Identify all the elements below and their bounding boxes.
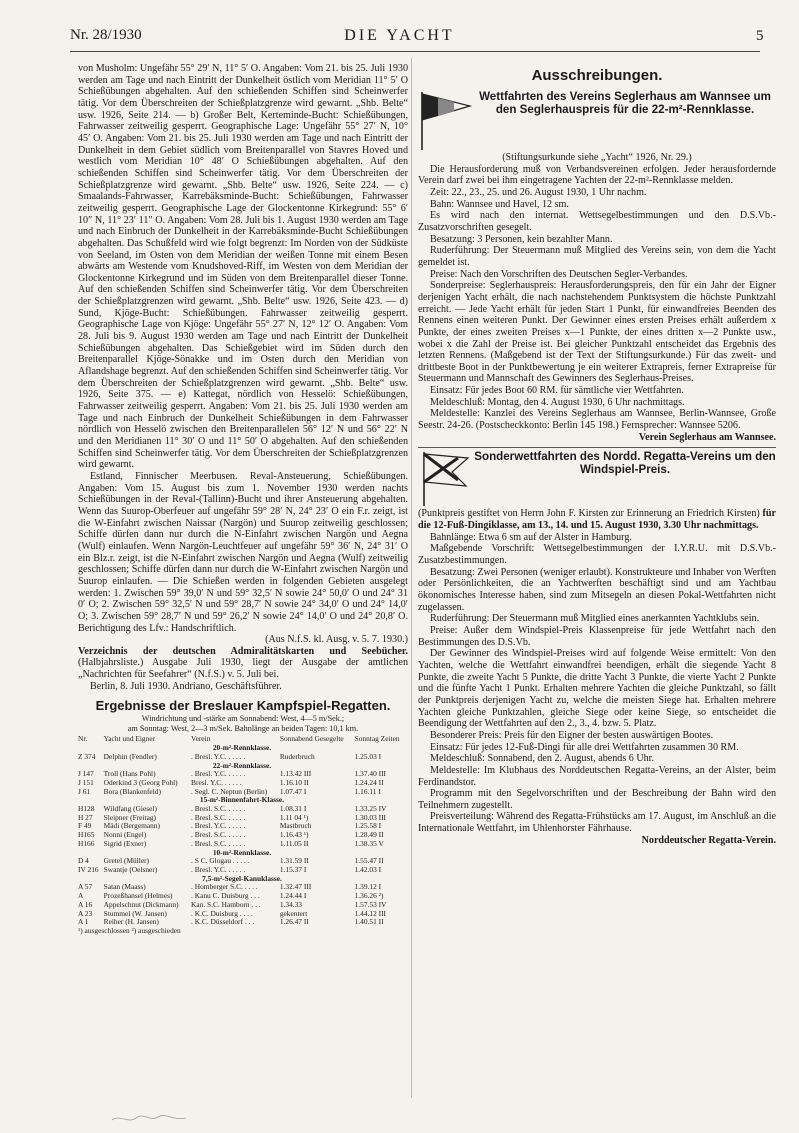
cell-nr: A 16 bbox=[78, 899, 93, 909]
cell-yacht: Sleipner (Freitag) bbox=[103, 812, 157, 822]
event1-paragraph: Besatzung: 3 Personen, kein bezahlter Mann. bbox=[430, 233, 613, 245]
cell-sa: 1.13.42 III bbox=[279, 769, 312, 779]
cell-nr: A 57 bbox=[78, 882, 93, 892]
cell-verein: . Bresl. S.C. . . . . . bbox=[191, 812, 246, 822]
event1-paragraph: Die Herausforderung muß von Verbandsvereinen erfolgen. Jeder herausfordernde Verein darf zwei bei ihm eingetragene Yachten der 22-m²-Rennklasse melden. bbox=[418, 163, 776, 187]
cell-so: 1.25.03 I bbox=[354, 751, 382, 761]
event2-paragraph: Besatzung: Zwei Personen (weniger erlaubt). Konstrukteure und Inhaber von Werften oder Persönlichkeiten, die an Yachtwerften beschäftigt sind und am Yachtbau ökonomisches Interesse haben, sind zum Mitsegeln an diesen Pokal-Wettfahrten nicht zugelassen. bbox=[418, 566, 777, 613]
cell-sa: gekentert bbox=[279, 908, 308, 918]
cell-nr: H128 bbox=[78, 804, 95, 814]
class-heading: 22-m²-Rennklasse. bbox=[212, 760, 272, 770]
issue-number: Nr. 28/1930 bbox=[70, 27, 142, 43]
col-header-saturday: Sonnabend Gesegelte bbox=[279, 734, 344, 744]
cell-so: 1.16.11 I bbox=[354, 786, 381, 796]
event1-paragraph: Preise: Nach den Vorschriften des Deutschen Segler-Verbandes. bbox=[430, 268, 688, 280]
cell-sa: 1.31.59 II bbox=[279, 856, 309, 866]
cell-so: 1.39.12 I bbox=[354, 882, 382, 892]
cell-yacht: Reiher (H. Jansen) bbox=[103, 917, 159, 927]
event2-title: Sonderwettfahrten des Nordd. Regatta-Vereins um den Windspiel-Preis. bbox=[474, 450, 776, 477]
cell-verein: . Bresl. Y.C. . . . . . bbox=[191, 821, 246, 831]
wind-line-1: Windrichtung und -stärke am Sonnabend: West, 4—5 m/Sek.; bbox=[141, 714, 345, 724]
cell-yacht: Mädi (Bergemann) bbox=[103, 821, 160, 831]
burgee-flag-icon bbox=[418, 450, 474, 508]
cell-so: 1.28.49 II bbox=[354, 830, 384, 840]
cell-nr: Z 374 bbox=[78, 751, 96, 761]
event2-intro bbox=[418, 508, 776, 531]
cell-sa: 1.32.47 III bbox=[279, 882, 312, 892]
results-table-body bbox=[78, 744, 408, 927]
class-heading: 15-m²-Binnenfahrt-Klasse. bbox=[199, 795, 285, 805]
event1-paragraph: Meldeschluß: Montag, den 4. August 1930, 6 Uhr nachmittags. bbox=[430, 396, 685, 408]
cell-so: 1.33.25 IV bbox=[354, 804, 387, 814]
page-number: 5 bbox=[756, 28, 764, 44]
cell-verein: . Bresl. S.C. . . . . . bbox=[191, 838, 246, 848]
event1-paragraph: Einsatz: Für jedes Boot 60 RM. für sämtliche vier Wettfahrten. bbox=[430, 385, 684, 397]
cell-sa: 1.34.33 bbox=[279, 899, 302, 909]
cell-yacht: Swantje (Oelsner) bbox=[103, 864, 158, 874]
cell-sa: 1.15.37 I bbox=[279, 864, 307, 874]
cell-sa: 1.11 04 ¹) bbox=[279, 812, 309, 822]
cell-verein: . Kanu C. Duisburg . . . bbox=[191, 891, 260, 901]
cell-yacht: Wildfang (Giesel) bbox=[103, 804, 157, 814]
cell-sa: 1.16.10 II bbox=[279, 777, 309, 787]
cell-sa: Ruderbruch bbox=[279, 751, 315, 761]
col-header-sunday: Sonntag Zeiten bbox=[354, 734, 400, 744]
cell-so: 1.42.03 I bbox=[354, 864, 382, 874]
cell-nr: A bbox=[78, 891, 84, 901]
cell-nr: J 61 bbox=[78, 786, 91, 796]
column-divider bbox=[411, 58, 412, 1098]
cell-verein: Bresl. Y.C. . . . . . bbox=[191, 777, 242, 787]
cell-so: 1.38.35 V bbox=[354, 838, 384, 848]
shooting-exercises-paragraph: von Musholm: Ungefähr 55° 29′ N, 11° 5′ O. Angaben: Vom 21. bis 25. Juli 1930 werden am Tage und nach Eintritt der Dunkelheit östlich vom Meridian 11° 5′ O Schießübungen abgehalten. Auf den schießenden Schiffen sind Scheinwerfer tätig. Vor dem Überschreiten der Schießplatzgrenze wird gewarnt. „Shb. Belte“ usw. 1926, Seite 214. — b) Großer Belt, Kerteminde-Bucht: Schießübungen, Fahrwasser zeitweilig gesperrt. Geographische Lage: Ungefähr 55° 27′ N, 10° 45′ O. Angaben: Vom 21. bis 25. Juli 1930 werden am Tage und nach Eintritt der Dunkelheit in dem Gebiet südlich vom Breitenparallel von Stavres Hoved und westlich vom Meridian 10° 48′ O Schießübungen abgehalten. Auf den schießenden Schiffen sind Scheinwerfer tätig. Vor dem Überschreiten der Schießplatzgrenze wird gewarnt. „Shb. Belte“ usw. 1926, Seite 224. — c) Smaalands-Fahrwasser, Karrebäksminde-Bucht: Schießübungen, Fahrwasser zeitweilig gesperrt. Geographische Lage der Glockentonne Kirkegrund: 55° 6′ 10″ N, 11° 23′ 11″ O. Angaben: Vom 28. Juli bis 1. August 1930 werden am Tage und nach Einbruch der Dunkelheit in der Karrebäksminde-Bucht Schießübungen abgehalten. Das Schußfeld wird wie folgt begrenzt: Im Norden von der Südküste von Seeland, im Osten von dem Meridian der weißen Tonne mit einem Besen abwärts am Westende vom Knudshoved-Riff, im Westen von dem Meridian der Glockentonne Kirkegrund und im Süden von dem Breitenparallel dieser Tonne. Auf den schießenden Schiffen sind Scheinwerfer tätig. Vor dem Überschreiten der Schießplatzgrenzen wird gewarnt. „Shb. Belte“ usw. 1926, Seite 423. — d) Sund, Kjöge-Bucht: Schießübungen. Fahrwasser zeitweilig gesperrt. Geographische Lage von Kjöge: Ungefähr 55° 27′ N, 12° 12′ O. Angaben: Vom 28. Juli bis 9. August 1930 werden am Tage und nach Eintritt der Dunkelheit Schießübungen abgehalten. Das Schießgebiet wird im Süden durch den Breitenparallel Kjöge-Sönakke und im Osten durch den Meridian von Aflandshage begrenzt. Auf den schießenden Schiffen sind Scheinwerfer tätig. Vor dem Überschreiten der Schießplatzgrenzen wird gewarnt. „Shb. Belte“ usw. 1926, Seite 375. — e) Kattegat, nördlich von Hesselö: Schießübungen, Fahrwasser zeitweilig gesperrt. Angaben: Vom 21. bis 25. Juli 1930 werden am Tage und nach Einbruch der Dunkelheit Schießübungen in dem Fahrwasser nördlich von Hesselö zwischen den Breitenparallelen 56° 12′ N und 56° 22′ N und den Meridianen 11° 30′ O und 11° 50′ O abgehalten. Auf den schießenden Schiffen sind Scheinwerfer tätig. Vor dem Überschreiten der Schießplatzgrenzen wird gewarnt. bbox=[78, 63, 408, 471]
event1-signature: Verein Seglerhaus am Wannsee. bbox=[638, 431, 776, 443]
col-header-verein: Verein bbox=[191, 734, 211, 744]
handwritten-mark bbox=[110, 1112, 190, 1124]
cell-nr: F 49 bbox=[78, 821, 92, 831]
event2-paragraph: Maßgebende Vorschrift: Wettsegelbestimmungen der I.Y.R.U. mit D.S.Vb.-Zusatzbestimmungen. bbox=[418, 543, 776, 567]
cell-so: 1.55.47 II bbox=[354, 856, 384, 866]
event1-body bbox=[418, 164, 776, 432]
event1-paragraph: Sonderpreise: Seglerhauspreis: Herausforderungspreis, den für ein Jahr der Eigner derjenigen Yacht erhält, die nach nachstehendem Punktsystem die höchste Punktzahl erreicht. — Jede Yacht erhält für jeden Start 1 Punkt, für einwandfreies Beenden des Rennens einen weiteren Punkt. Der Gewinner eines ersten Preises erhält außerdem x Punkte, der eines zweiten Preises x—1 Punkte, der eines dritten x—2 Punkte usw., wobei x die Zahl der Preise ist. Bei gleicher Punktzahl entscheidet das Ergebnis des letzten Rennens. (Maßgebend ist der Text der Stiftungsurkunde.) Für das zweit- und drittbeste Boot in der Punktbewertung je ein weiterer Extrapreis, ferner Extrapreise für Steuermann und Mannschaft des Gewinners des Seglerhaus-Preises. bbox=[418, 280, 776, 385]
cell-verein: . S C. Glogau . . . . . bbox=[191, 856, 250, 866]
cell-verein: . Bresl. Y.C. . . . . . bbox=[191, 864, 246, 874]
cell-sa: 1.24.44 I bbox=[279, 891, 307, 901]
cell-yacht: Stummel (W. Jansen) bbox=[103, 908, 167, 918]
cell-yacht: Appelschnut (Dickmann) bbox=[103, 899, 179, 909]
event2-intro-text: (Punktpreis gestiftet von Herrn John F. Kirsten zur Erinnerung an Friedrich Kirsten) bbox=[418, 508, 763, 520]
cell-nr: IV 216 bbox=[78, 864, 99, 874]
admiralty-charts-paragraph bbox=[78, 646, 408, 681]
event1-paragraph: Zeit: 22., 23., 25. und 26. August 1930, 1 Uhr nachm. bbox=[430, 186, 647, 198]
admiralty-charts-text: (Halbjahrsliste.) Ausgabe Juli 1930, liegt der Ausgabe der amtlichen „Nachrichten für Seefahrer“ (N.f.S.) v. 5. Juli bei. bbox=[78, 657, 408, 681]
event2-paragraph: Der Gewinner des Windspiel-Preises wird auf folgende Weise ermittelt: Von den Yachten, welche die Wettfahrt einwandfrei beendigen, erhält die siegende Yacht 8 Punkte, die zweite Yacht 5 Punkte, die dritte Yacht 3 Punkte, die vierte Yacht 2 Punkte und die fünfte Yacht 1 Punkt. Erhalten mehrere Yachten die gleiche Punktzahl, so fällt der Punktpreis derjenigen Yacht zu, welche die meisten Siege hat. Erhalten mehrere Yachten gleiche Punktzahlen, gleiche Siege oder keine Siege, so entscheidet die Beendigung der Wettfahrten auf den 2., 3., 4. bzw. 5. Platz. bbox=[418, 648, 776, 730]
cell-sa: 1.07.47 I bbox=[279, 786, 307, 796]
cell-so: 1.37.40 III bbox=[354, 769, 387, 779]
cell-verein: . Bresl. Y.C. . . . . . bbox=[191, 751, 246, 761]
event2-body bbox=[418, 532, 776, 835]
class-heading: 10-m²-Rennklasse. bbox=[212, 847, 272, 857]
event2-paragraph: Einsatz: Für jedes 12-Fuß-Dingi für alle drei Wettfahrten zusammen 30 RM. bbox=[430, 741, 739, 753]
event2-intro-bold: für die 12-Fuß-Dingiklasse, am 13., 14. und 15. August 1930, 3.30 Uhr nachmittags. bbox=[418, 508, 776, 532]
cell-so: 1.40.51 II bbox=[354, 917, 384, 927]
cell-nr: H 27 bbox=[78, 812, 93, 822]
cell-sa: 1.08.31 I bbox=[279, 804, 307, 814]
cell-yacht: Troll (Hans Pohl) bbox=[103, 769, 156, 779]
announcements-title: Ausschreibungen. bbox=[531, 67, 663, 84]
cell-yacht: Nonni (Engel) bbox=[103, 830, 147, 840]
cell-nr: J 147 bbox=[78, 769, 94, 779]
event2-paragraph: Meldeschluß: Sonnabend, den 2. August, abends 6 Uhr. bbox=[430, 753, 654, 765]
cell-so: 1.24.24 II bbox=[354, 777, 384, 787]
cell-sa: Mastbruch bbox=[279, 821, 312, 831]
cell-nr: A 23 bbox=[78, 908, 93, 918]
event1-reference: (Stiftungsurkunde siehe „Yacht“ 1926, Nr. 29.) bbox=[502, 152, 692, 163]
event2-paragraph: Preisverteilung: Während des Regatta-Frühstücks am 17. August, im Anschluß an die Internationale Wettfahrt, im Uhlenhorster Fährhause. bbox=[418, 811, 776, 835]
cell-yacht: Prozeßhansel (Helmes) bbox=[103, 891, 173, 901]
cell-sa: 1.26.47 II bbox=[279, 917, 309, 927]
cell-nr: J 151 bbox=[78, 777, 94, 787]
col-header-nr: Nr. bbox=[78, 734, 88, 744]
event2-paragraph: Programm mit den Segelvorschriften und der Beschreibung der Bahn wird den Teilnehmern zugestellt. bbox=[418, 788, 776, 811]
estonia-paragraph: Estland, Finnischer Meerbusen. Reval-Ansteuerung, Schießübungen. Angaben: Vom 15. August bis zum 1. November 1930 werden nachts Schießübungen in der Reval-(Tallinn)-Bucht und ihrer Ansteuerung abgehalten. Wenn das Suurop-Oberfeuer auf ungefähr 59° 28′ N, 24° 23′ O ein F.r. zeigt, ist die W-Einfahrt zwischen Naissar (Nargön) und Suurop zeitweilig geschlossen; Schiffe dürfen dann nur durch die N-Einfahrt zwischen Nargön und Aegna (Wulf) einlaufen. Wenn Nargön-Leuchtfeuer auf ungefähr 59° 36′ N, 24° 31′ O ein Blz.r. zeigt, ist die N-Einfahrt zwischen Nargön und Aegna (Wulf) zeitweilig geschlossen; Schiffe dürfen dann nur durch die W-Einfahrt zwischen Nargön und Suurop einlaufen. — Die Schießen werden in folgenden Gebieten ausgelegt werden: 1. Zwischen 59° 39,0′ N und 59° 32,5′ N sowie 24° 50,0′ O und 24° 31 0′ O; 2. Zwischen 59° 32,5′ N und 59° 28,7′ N sowie 24° 34,0′ O und 24° 14,0′ O; 3. Zwischen 59° 28,7′ N und 59° 26,2′ N sowie 24° 14,0′ O und 24° 20,8′ O. Berichtigung des Lfv.: Handschriftlich. bbox=[78, 470, 408, 634]
cell-yacht: Gretel (Müller) bbox=[103, 856, 150, 866]
admiralty-signature: Berlin, 8. Juli 1930. Andriano, Geschäftsführer. bbox=[90, 680, 282, 692]
cell-verein: Kan. S.C. Hamborn . . . bbox=[191, 899, 261, 909]
cell-nr: H165 bbox=[78, 830, 95, 840]
results-title: Ergebnisse der Breslauer Kampfspiel-Regatten. bbox=[95, 698, 391, 714]
class-heading: 7,5-m²-Segel-Kanuklasse. bbox=[202, 873, 282, 883]
cell-so: 1.25.58 I bbox=[354, 821, 382, 831]
cell-sa: 1.11.05 II bbox=[279, 838, 309, 848]
cell-so: 1.36.26 ²) bbox=[354, 891, 384, 901]
event1-header bbox=[418, 90, 776, 152]
event1-title: Wettfahrten des Vereins Seglerhaus am Wannsee um den Seglerhauspreis für die 22-m²-Rennklasse. bbox=[479, 90, 771, 116]
event2-signature: Norddeutscher Regatta-Verein. bbox=[641, 834, 776, 846]
cell-verein: . Segl. C. Neptun (Berlin) bbox=[191, 786, 268, 796]
cell-yacht: Oderkind 3 (Georg Pohl) bbox=[103, 777, 178, 787]
cell-verein: . Bresl. S.C. . . . . . bbox=[191, 804, 246, 814]
cell-yacht: Delphin (Fendler) bbox=[103, 751, 157, 761]
magazine-title: DIE YACHT bbox=[344, 27, 455, 44]
cell-verein: . Bresl. Y.C. . . . . . bbox=[191, 769, 246, 779]
class-heading: 20-m²-Rennklasse. bbox=[212, 743, 272, 753]
right-column bbox=[418, 63, 776, 846]
event-divider bbox=[418, 447, 776, 448]
cell-yacht: Bora (Blankenfeld) bbox=[103, 786, 161, 796]
event2-paragraph: Meldestelle: Im Klubhaus des Norddeutschen Regatta-Vereins, an der Alster, beim Ferdinandstor. bbox=[418, 764, 776, 788]
admiralty-charts-heading: Verzeichnis der deutschen Admiralitätskarten und Seebücher. bbox=[78, 645, 408, 657]
header-rule bbox=[70, 51, 760, 52]
cell-yacht: Sigrid (Exner) bbox=[103, 838, 147, 848]
results-footnote: ¹) ausgeschlossen ²) ausgeschieden bbox=[78, 925, 181, 935]
cell-verein: . K.C. Düsseldorf . . . bbox=[191, 917, 255, 927]
event2-paragraph: Ruderführung: Der Steuermann muß Mitglied eines anerkannten Yachtklubs sein. bbox=[430, 613, 760, 625]
event1-paragraph: Ruderführung: Der Steuermann muß Mitglied des Vereins sein, von dem die Yacht gemeldet ist. bbox=[418, 245, 776, 268]
wind-line-2: am Sonntag: West, 2—3 m/Sek. Bahnlänge an beiden Tagen: 10,1 km. bbox=[127, 723, 359, 733]
cell-so: 1.30.03 III bbox=[354, 812, 387, 822]
event2-paragraph: Bahnlänge: Etwa 6 sm auf der Alster in Hamburg. bbox=[430, 531, 632, 543]
event1-paragraph: Es wird nach den internat. Wettsegelbestimmungen und den D.S.Vb.-Zusatzvorschriften gesegelt. bbox=[418, 210, 776, 233]
pennant-flag-icon bbox=[418, 90, 474, 152]
cell-verein: . Bresl. S.C. . . . . . bbox=[191, 830, 246, 840]
cell-sa: 1.16.43 ¹) bbox=[279, 830, 309, 840]
cell-yacht: Satan (Maass) bbox=[103, 882, 146, 892]
event2-paragraph: Besonderer Preis: Preis für den Eigner der besten auswärtigen Bootes. bbox=[430, 729, 714, 741]
source-reference: (Aus N.f.S. kl. Ausg. v. 5. 7. 1930.) bbox=[265, 634, 408, 646]
cell-so: 1.57.53 IV bbox=[354, 899, 387, 909]
event2-paragraph: Preise: Außer dem Windspiel-Preis Klassenpreise für jede Wettfahrt nach den Bestimmungen des D.S.Vb. bbox=[418, 624, 776, 648]
results-table bbox=[78, 735, 408, 926]
cell-verein: . K.C. Duisburg . . . . bbox=[191, 908, 253, 918]
cell-verein: . Homberger S.C. . . . . bbox=[191, 882, 258, 892]
cell-so: 1.44.12 III bbox=[354, 908, 387, 918]
cell-nr: A 1 bbox=[78, 917, 89, 927]
cell-nr: H166 bbox=[78, 838, 95, 848]
event2-header bbox=[418, 450, 776, 508]
event1-paragraph: Bahn: Wannsee und Havel, 12 sm. bbox=[430, 198, 569, 210]
col-header-yacht: Yacht und Eigner bbox=[103, 734, 156, 744]
cell-nr: D 4 bbox=[78, 856, 89, 866]
left-column bbox=[78, 63, 408, 936]
event1-paragraph: Meldestelle: Kanzlei des Vereins Seglerhaus am Wannsee, Berlin-Wannsee, Große Seestr. 24-26. (Postscheckkonto: Berlin 145 198.) Fernsprecher: Wannsee 5206. bbox=[418, 408, 776, 432]
